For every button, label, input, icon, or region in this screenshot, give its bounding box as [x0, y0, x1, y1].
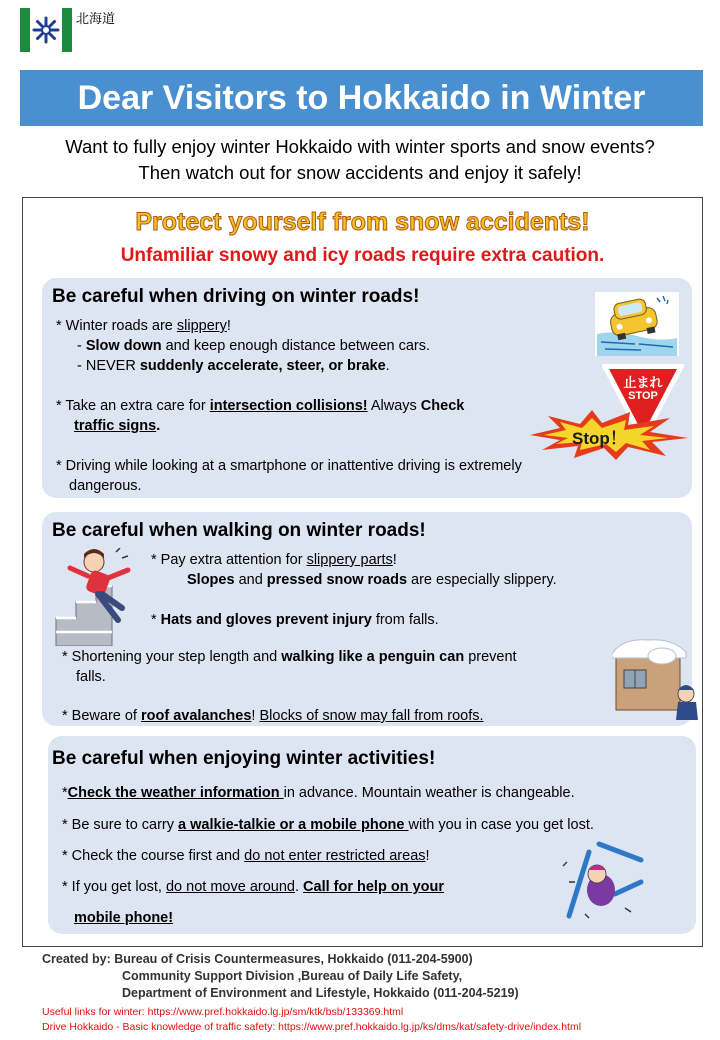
activities-bullet-course: * Check the course first and do not enter restricted areas! — [62, 848, 430, 864]
driving-title: Be careful when driving on winter roads! — [52, 286, 420, 307]
footer-created-by: Created by: Bureau of Crisis Countermeasures, Hokkaido (011-204-5900) — [42, 952, 473, 966]
org-name: 北海道 — [76, 12, 116, 27]
walking-bullet-hats: * Hats and gloves prevent injury from falls. — [151, 612, 439, 628]
intro-line-2: Then watch out for snow accidents and enjoy it safely! — [138, 162, 582, 183]
intro-line-1: Want to fully enjoy winter Hokkaido with winter sports and snow events? — [65, 136, 655, 157]
falling-person-stairs-icon — [52, 548, 148, 646]
driving-bullet-smartphone: * Driving while looking at a smartphone or inattentive driving is extremely — [56, 458, 522, 474]
stop-sign-text: 止まれ — [623, 376, 663, 391]
main-subheadline: Unfamiliar snowy and icy roads require extra caution. — [120, 245, 605, 266]
snowflake-star-icon — [32, 16, 60, 44]
footer-division: Community Support Division ,Bureau of Daily Life Safety, — [122, 969, 463, 983]
driving-sub-slow-down: - Slow down and keep enough distance between cars. — [77, 338, 431, 354]
driving-bullet-traffic-signs: traffic signs. — [74, 418, 161, 434]
page-title-banner — [20, 70, 703, 126]
driving-bullet-intersection: * Take an extra care for intersection collisions! Always Check — [56, 398, 465, 414]
activities-bullet-lost: * If you get lost, do not move around. Call for help on your — [62, 879, 445, 895]
stop-burst-text: Stop！ — [572, 429, 627, 448]
activities-bullet-weather: *Check the weather information in advance. Mountain weather is changeable. — [62, 785, 575, 801]
walking-title: Be careful when walking on winter roads! — [52, 520, 426, 541]
hokkaido-logo — [20, 8, 72, 52]
main-headline: Protect yourself from snow accidents! — [135, 208, 590, 236]
walking-bullet-falls: falls. — [76, 669, 106, 685]
driving-bullet-slippery: * Winter roads are slippery! — [56, 318, 231, 334]
footer-department: Department of Environment and Lifestyle, Hokkaido (011-204-5219) — [122, 986, 519, 1000]
activities-bullet-mobile: mobile phone! — [74, 910, 174, 926]
activities-bullet-walkie-talkie: * Be sure to carry a walkie-talkie or a mobile phone with you in case you get lost. — [62, 817, 594, 833]
walking-bullet-slippery: * Pay extra attention for slippery parts! — [151, 552, 397, 568]
walking-bullet-penguin: * Shortening your step length and walking like a penguin can prevent — [62, 649, 517, 665]
walking-bullet-roof: * Beware of roof avalanches! Blocks of snow may fall from roofs. — [62, 708, 484, 724]
roof-avalanche-house-icon — [612, 632, 700, 720]
driving-bullet-dangerous: dangerous. — [69, 478, 142, 494]
stop-sign-sub: STOP — [628, 390, 658, 402]
page-title: Dear Visitors to Hokkaido in Winter — [77, 78, 646, 117]
footer-link-winter[interactable]: Useful links for winter: https://www.pref.hokkaido.lg.jp/sm/ktk/bsb/133369.html — [42, 1006, 404, 1018]
footer-link-drive[interactable]: Drive Hokkaido - Basic knowledge of traffic safety: https://www.pref.hokkaido.lg.jp/ks/dms/kat/safety-drive/index.html — [42, 1021, 582, 1033]
walking-bullet-slopes: Slopes and pressed snow roads are especially slippery. — [187, 572, 557, 588]
driving-sub-never: - NEVER suddenly accelerate, steer, or brake. — [77, 358, 390, 374]
sliding-car-icon — [595, 292, 679, 356]
fallen-skier-icon — [555, 838, 647, 922]
activities-title: Be careful when enjoying winter activities! — [52, 748, 436, 769]
